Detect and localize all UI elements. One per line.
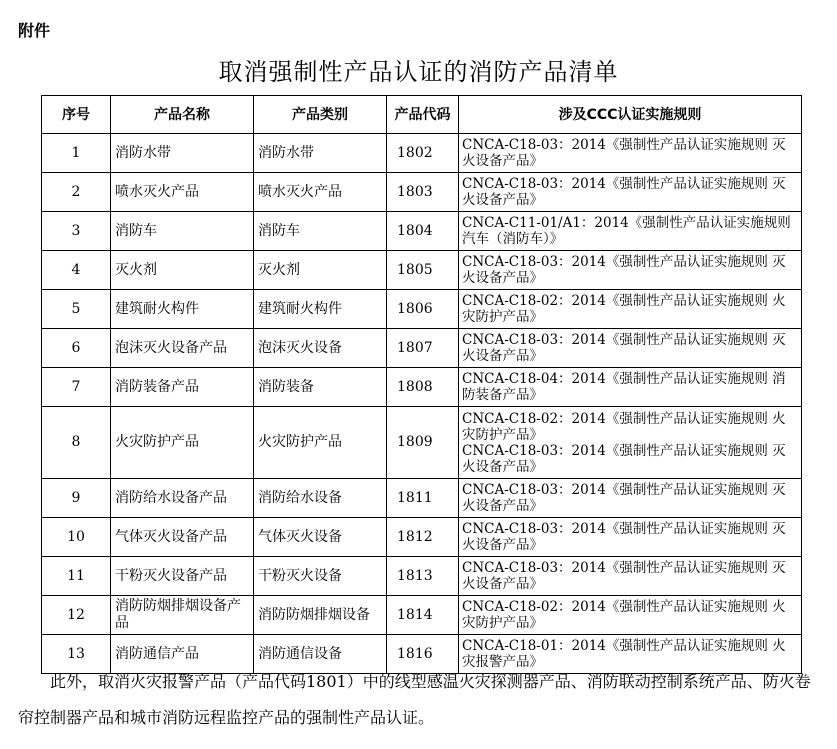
cell-ccc-rules	[459, 479, 802, 518]
cell-product-code: 1804	[387, 212, 459, 251]
cell-ccc-rules	[459, 290, 802, 329]
cell-ccc-rules	[459, 134, 802, 173]
cell-ccc-rules	[459, 596, 802, 635]
cell-product-code: 1812	[387, 518, 459, 557]
rule-text: CNCA-C18-01：2014《强制性产品认证实施规则 火灾报警产品》	[462, 638, 786, 670]
footer-note: 此外，取消火灾报警产品（产品代码1801）中的线型感温火灾探测器产品、消防联动控制系统产品、防火卷帘控制器产品和城市消防远程监控产品的强制性产品认证。	[18, 672, 811, 727]
rule-text: CNCA-C18-03：2014《强制性产品认证实施规则 灭火设备产品》	[462, 560, 786, 592]
header-product-category: 产品类别	[254, 96, 387, 134]
table-row	[42, 251, 802, 290]
cell-product-name: 消防装备产品	[111, 368, 254, 407]
cell-product-code: 1814	[387, 596, 459, 635]
table-row	[42, 557, 802, 596]
cell-serial-number: 10	[42, 518, 111, 557]
rule-text: CNCA-C18-03：2014《强制性产品认证实施规则 灭火设备产品》	[462, 442, 786, 475]
cell-product-code: 1811	[387, 479, 459, 518]
cell-ccc-rules	[459, 173, 802, 212]
cell-ccc-rules	[459, 557, 802, 596]
cell-ccc-rules	[459, 212, 802, 251]
cell-product-name: 气体灭火设备产品	[111, 518, 254, 557]
cell-product-name: 喷水灭火产品	[111, 173, 254, 212]
cell-serial-number: 5	[42, 290, 111, 329]
cell-product-category: 消防水带	[254, 134, 387, 173]
table-row	[42, 329, 802, 368]
cell-serial-number: 6	[42, 329, 111, 368]
cell-product-name: 消防给水设备产品	[111, 479, 254, 518]
rule-text: CNCA-C11-01/A1：2014《强制性产品认证实施规则 汽车（消防车）》	[462, 215, 791, 247]
cell-serial-number: 13	[42, 635, 111, 674]
header-ccc-rules: 涉及CCC认证实施规则	[459, 96, 802, 134]
cell-product-category: 干粉灭火设备	[254, 557, 387, 596]
cell-product-category: 喷水灭火产品	[254, 173, 387, 212]
table-body	[42, 134, 802, 674]
cell-ccc-rules	[459, 407, 802, 479]
cell-ccc-rules	[459, 368, 802, 407]
cell-product-code: 1807	[387, 329, 459, 368]
document-title: 取消强制性产品认证的消防产品清单	[218, 58, 619, 86]
cell-product-code: 1802	[387, 134, 459, 173]
rule-text: CNCA-C18-04：2014《强制性产品认证实施规则 消防装备产品》	[462, 371, 786, 403]
cell-product-code: 1809	[387, 407, 459, 479]
cell-serial-number: 11	[42, 557, 111, 596]
cell-product-name: 火灾防护产品	[111, 407, 254, 479]
cell-product-category: 建筑耐火构件	[254, 290, 387, 329]
table-row	[42, 479, 802, 518]
table-row	[42, 518, 802, 557]
cell-product-category: 气体灭火设备	[254, 518, 387, 557]
attachment-label: 附件	[18, 21, 51, 40]
table-row	[42, 134, 802, 173]
rule-text: CNCA-C18-03：2014《强制性产品认证实施规则 灭火设备产品》	[462, 254, 786, 286]
cell-product-code: 1803	[387, 173, 459, 212]
cell-product-name: 消防车	[111, 212, 254, 251]
product-list-table	[41, 95, 802, 674]
cell-serial-number: 4	[42, 251, 111, 290]
cell-product-name: 干粉灭火设备产品	[111, 557, 254, 596]
header-product-code: 产品代码	[387, 96, 459, 134]
cell-product-name: 建筑耐火构件	[111, 290, 254, 329]
cell-serial-number: 1	[42, 134, 111, 173]
cell-product-code: 1816	[387, 635, 459, 674]
cell-serial-number: 3	[42, 212, 111, 251]
cell-serial-number: 8	[42, 407, 111, 479]
rule-text: CNCA-C18-03：2014《强制性产品认证实施规则 灭火设备产品》	[462, 521, 786, 553]
cell-product-code: 1813	[387, 557, 459, 596]
cell-product-name: 泡沫灭火设备产品	[111, 329, 254, 368]
rule-text: CNCA-C18-03：2014《强制性产品认证实施规则 灭火设备产品》	[462, 137, 786, 169]
cell-ccc-rules	[459, 518, 802, 557]
cell-product-category: 灭火剂	[254, 251, 387, 290]
cell-product-category: 消防车	[254, 212, 387, 251]
cell-serial-number: 7	[42, 368, 111, 407]
cell-serial-number: 12	[42, 596, 111, 635]
cell-product-category: 消防通信设备	[254, 635, 387, 674]
rule-text: CNCA-C18-02：2014《强制性产品认证实施规则 火灾防护产品》	[462, 599, 786, 631]
cell-product-category: 火灾防护产品	[254, 407, 387, 479]
cell-product-category: 泡沫灭火设备	[254, 329, 387, 368]
header-serial-number: 序号	[42, 96, 111, 134]
cell-product-name: 消防防烟排烟设备产品	[111, 596, 254, 635]
cell-ccc-rules	[459, 251, 802, 290]
rule-text: CNCA-C18-02：2014《强制性产品认证实施规则 火灾防护产品》	[462, 410, 786, 443]
cell-product-name: 灭火剂	[111, 251, 254, 290]
cell-product-code: 1805	[387, 251, 459, 290]
table-row	[42, 212, 802, 251]
cell-product-category: 消防给水设备	[254, 479, 387, 518]
rule-text: CNCA-C18-03：2014《强制性产品认证实施规则 灭火设备产品》	[462, 482, 786, 514]
table-row	[42, 290, 802, 329]
table-header-row	[42, 96, 802, 134]
cell-ccc-rules	[459, 329, 802, 368]
table-row	[42, 596, 802, 635]
rule-text: CNCA-C18-02：2014《强制性产品认证实施规则 火灾防护产品》	[462, 293, 786, 325]
cell-product-category: 消防装备	[254, 368, 387, 407]
cell-product-name: 消防水带	[111, 134, 254, 173]
table-row	[42, 173, 802, 212]
cell-serial-number: 2	[42, 173, 111, 212]
header-product-name: 产品名称	[111, 96, 254, 134]
cell-serial-number: 9	[42, 479, 111, 518]
cell-product-code: 1808	[387, 368, 459, 407]
cell-product-code: 1806	[387, 290, 459, 329]
table-row	[42, 407, 802, 479]
cell-product-name: 消防通信产品	[111, 635, 254, 674]
table-row	[42, 368, 802, 407]
rule-text: CNCA-C18-03：2014《强制性产品认证实施规则 灭火设备产品》	[462, 176, 786, 208]
rule-text: CNCA-C18-03：2014《强制性产品认证实施规则 灭火设备产品》	[462, 332, 786, 364]
cell-product-category: 消防防烟排烟设备	[254, 596, 387, 635]
